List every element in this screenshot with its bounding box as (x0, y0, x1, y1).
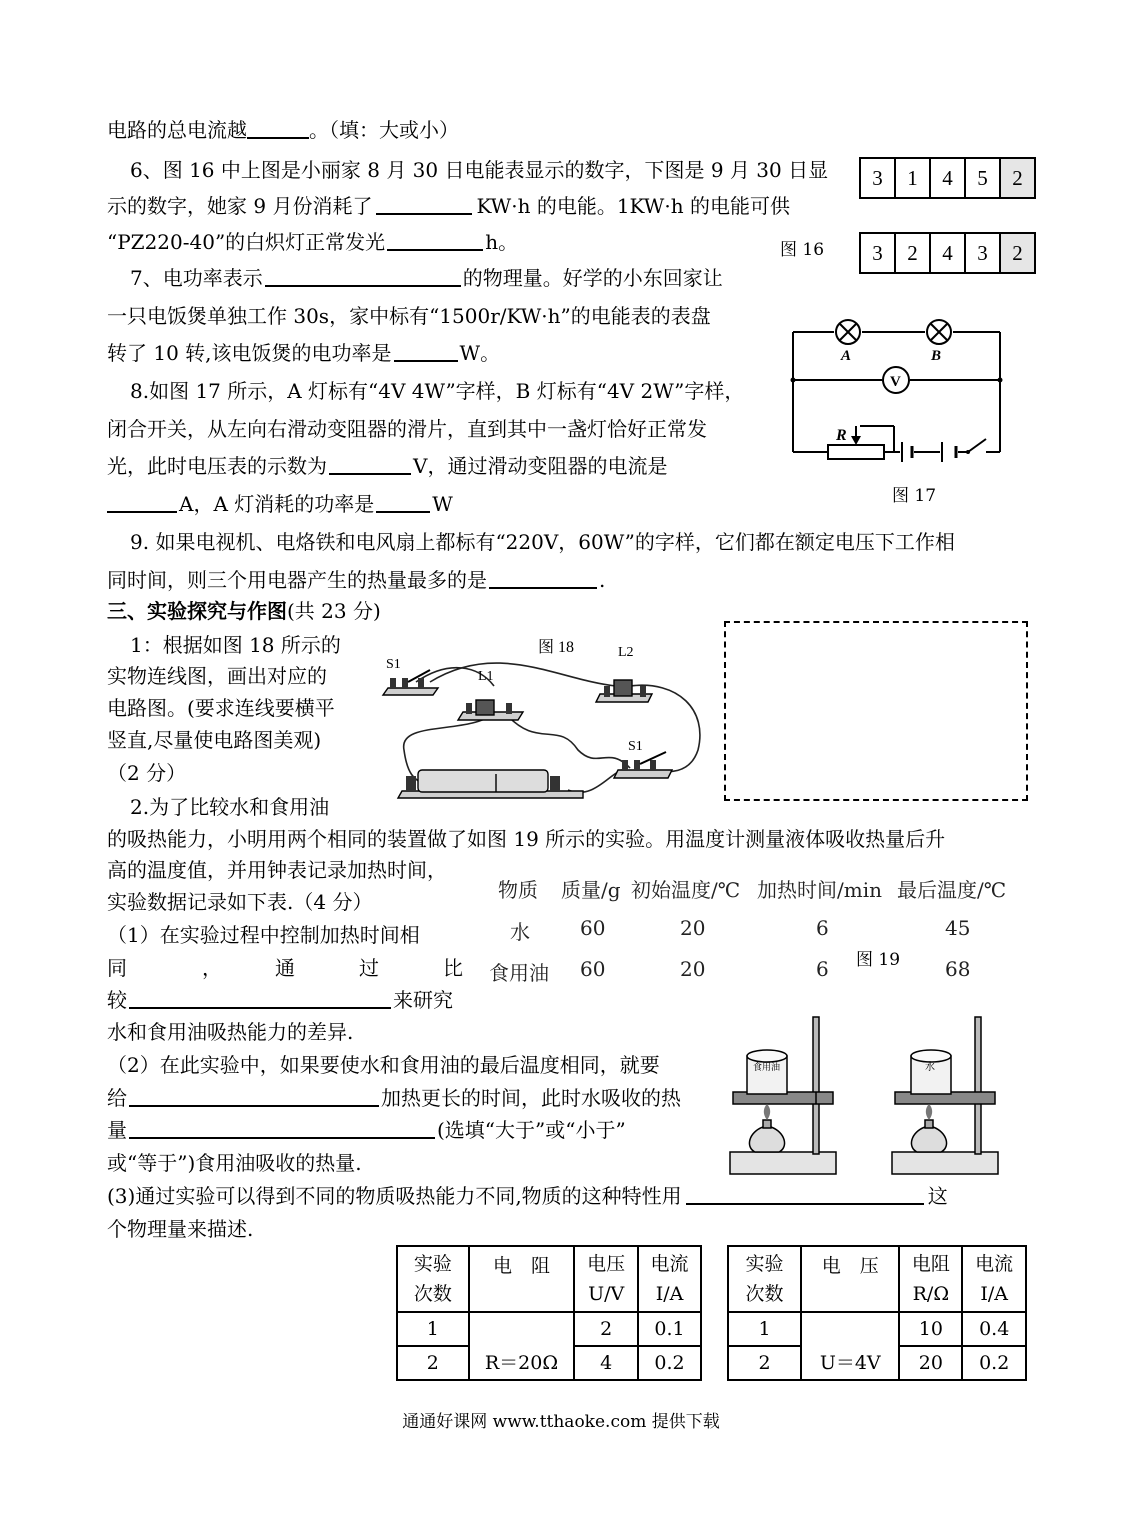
meter-reading-aug: 3 1 4 5 2 (861, 157, 1036, 199)
q7-line3: 转了 10 转,该电饭煲的电功率是 W。 (107, 341, 501, 365)
e2-line12: 或“等于”)食用油吸收的热量. (107, 1151, 362, 1175)
e2-line13: (3)通过实验可以得到不同的物质吸热能力不同,物质的这种特性用 这 (107, 1184, 948, 1208)
q8-line2: 闭合开关，从左向右滑动变阻器的滑片，直到其中一盏灯恰好正常发 (107, 417, 707, 441)
lamp-l1-label: L1 (478, 669, 494, 684)
e1-line5: （2 分） (107, 761, 187, 785)
heat-row2-time: 6 (816, 957, 829, 981)
e2-line11: 量 (选填“大于”或“小于” (107, 1118, 626, 1142)
q8-line3: 光，此时电压表的示数为 V，通过滑动变阻器的电流是 (107, 454, 668, 478)
blank[interactable] (107, 491, 177, 513)
blank[interactable] (394, 340, 458, 362)
switch-label-left: S1 (386, 657, 401, 672)
e2-line8: 水和食用油吸热能力的差异. (107, 1020, 354, 1044)
e1-line3: 电路图。(要求连线要横平 (107, 696, 335, 720)
e2-line1: 2.为了比较水和食用油 (130, 795, 330, 819)
rheostat-label: R (836, 427, 847, 444)
e1-line4: 竖直,尽量使电路图美观) (107, 728, 322, 752)
heat-row1-t1: 45 (945, 916, 971, 940)
blank[interactable] (129, 1085, 379, 1107)
fig17-caption: 图 17 (892, 486, 937, 506)
e2-line14: 个物理量来描述. (107, 1217, 254, 1241)
fig16-caption: 图 16 (780, 240, 825, 260)
fig18-caption: 图 18 (538, 639, 575, 656)
fig19-apparatus (725, 1012, 1025, 1178)
fig17-circuit (790, 315, 1005, 465)
blank[interactable] (247, 117, 309, 139)
e2-line2: 的吸热能力，小明用两个相同的装置做了如图 19 所示的实验。用温度计测量液体吸收热量后升 (107, 827, 946, 851)
exam-page: 电路的总电流越 。（填：大或小） 6、图 16 中上图是小丽家 8 月 30 日电能表显示的数字，下图是 9 月 30 日显 示的数字，她家 9 月份消耗了 KW·h 的电能。1KW·h 的电能可供 “PZ220-40”的白炽灯正常发光 h。 3 1 4 5 2 图 16 3 2 4 3 2 7、电功率表示 的物理量。好学的小东回家让 一只电饭煲单独工作 30s，家中标有“1500r/KW·h”的电能表的表盘 转了 10 转,该电饭煲的电功率是 W。 8.如图 17 所示，A 灯标有“4V 4W”字样，B 灯标有“4V 2W”字样， 闭合开关，从左向右滑动变阻器的滑片，直到其中一盏灯恰好正常发 光，此时电压表的示数为 V，通过滑动变阻器的电流是 A，A 灯消耗的功率是 W A B V R 图 17 9. 如果电视机、电烙铁和电风扇上都标有“220V，60W”的字样，它们都在额定电压下工作相 同时间，则三个用电器产生的热量最多的是 . 三、实验探究与作图(共 23 分) 1：根据如图 18 所示的 实物连线图，画出对应的 电路图。(要求连线要横平 竖直,尽量使电路图美观) （2 分） 图 18 S1 L1 L2 S1 2.为了比较水和食用油 的吸热能力，小明用两个相同的装置做了如图 19 所示的实验。用温度计测量液体吸收热量后升 高的温度值，并用钟表记录加热时间， 实验数据记录如下表.（4 分） （1）在实验过程中控制加热时间相 同 ， 通 过 比 较 来研究 水和食用油吸热能力的差异. （2）在此实验中，如果要使水和食用油的最后温度相同，就要 给 加热更长的时间，此时水吸收的热 量 (选填“大于”或“小于” 或“等于”)食用油吸收的热量. (3)通过实验可以得到不同的物质吸热能力不同,物质的这种特性用 这 个物理量来描述. 物质 质量/g 初始温度/℃ 加热时间/min 最后温度/℃ 水 60 20 6 45 食用油 60 20 6 68 图 19 食用油 水 实验 次数 电 阻 电压 U/V 电流 I/A 1 R＝20Ω 2 0.1 2 4 0.2 实验 次数 电 压 电阻 R/Ω 电流 I/A 1 U＝4V 10 0.4 2 20 0.2 通通好课网 www.tthaoke.com 提供下载 (0, 0, 1122, 1536)
heat-header-3: 加热时间/min (757, 878, 882, 902)
blank[interactable] (686, 1183, 924, 1205)
voltmeter-label: V (890, 374, 901, 390)
beaker-water-label: 水 (925, 1062, 935, 1073)
line-total-current: 电路的总电流越 。（填：大或小） (107, 118, 459, 142)
e2-line5: （1）在实验过程中控制加热时间相 (107, 923, 420, 947)
blank[interactable] (387, 229, 483, 251)
e2-line4: 实验数据记录如下表.（4 分） (107, 890, 373, 914)
blank[interactable] (376, 193, 472, 215)
beaker-oil-label: 食用油 (753, 1063, 781, 1073)
meter-reading-sep: 3 2 4 3 2 (861, 232, 1036, 274)
e1-line2: 实物连线图，画出对应的 (107, 664, 327, 688)
lamp-a-label: A (841, 348, 852, 364)
q8-line4: A，A 灯消耗的功率是 W (107, 491, 453, 517)
e2-line10: 给 加热更长的时间，此时水吸收的热 (107, 1086, 681, 1110)
q6-line2: 示的数字，她家 9 月份消耗了 KW·h 的电能。1KW·h 的电能可供 (107, 194, 790, 218)
section3-title: 三、实验探究与作图(共 23 分) (107, 599, 381, 623)
heat-row2-mass: 60 (580, 957, 606, 981)
heat-row1-mass: 60 (580, 916, 606, 940)
e2-line3: 高的温度值，并用钟表记录加热时间， (107, 858, 447, 882)
voltage-table: 实验 次数 电 压 电阻 R/Ω 电流 I/A 1 U＝4V 10 0.4 2 20 0.2 (727, 1245, 1027, 1381)
e2-line9: （2）在此实验中，如果要使水和食用油的最后温度相同，就要 (107, 1053, 660, 1077)
heat-header-4: 最后温度/℃ (897, 878, 1007, 902)
heat-row1-t0: 20 (680, 916, 706, 940)
answer-box[interactable] (724, 621, 1028, 801)
q9-line2: 同时间，则三个用电器产生的热量最多的是 . (107, 568, 606, 592)
fig18-wiring (378, 640, 708, 805)
blank[interactable] (376, 491, 430, 513)
e2-line7: 较 来研究 (107, 988, 453, 1012)
q7-line2: 一只电饭煲单独工作 30s，家中标有“1500r/KW·h”的电能表的表盘 (107, 304, 711, 328)
lamp-b-label: B (931, 348, 942, 364)
blank[interactable] (329, 453, 411, 475)
fig19-caption: 图 19 (856, 950, 901, 970)
heat-header-0: 物质 (498, 878, 538, 902)
q9-line1: 9. 如果电视机、电烙铁和电风扇上都标有“220V，60W”的字样，它们都在额定电压下工作相 (130, 530, 955, 554)
heat-row1-time: 6 (816, 916, 829, 940)
heat-row2-t0: 20 (680, 957, 706, 981)
e1-line1: 1：根据如图 18 所示的 (130, 633, 341, 657)
footer: 通通好课网 www.tthaoke.com 提供下载 (402, 1412, 720, 1432)
q6-line3: “PZ220-40”的白炽灯正常发光 h。 (107, 230, 519, 254)
q7-line1: 7、电功率表示 的物理量。好学的小东回家让 (130, 266, 723, 290)
blank[interactable] (129, 987, 391, 1009)
heat-row2-t1: 68 (945, 957, 971, 981)
heat-row2-substance: 食用油 (489, 961, 549, 985)
heat-header-1: 质量/g (561, 878, 621, 902)
switch-label-right: S1 (628, 739, 643, 754)
lamp-l2-label: L2 (618, 645, 634, 660)
heat-header-2: 初始温度/℃ (631, 878, 741, 902)
blank[interactable] (129, 1117, 435, 1139)
blank[interactable] (489, 567, 597, 589)
q8-line1: 8.如图 17 所示，A 灯标有“4V 4W”字样，B 灯标有“4V 2W”字样， (130, 379, 745, 403)
q6-line1: 6、图 16 中上图是小丽家 8 月 30 日电能表显示的数字，下图是 9 月 30 日显 (130, 158, 829, 182)
blank[interactable] (265, 265, 461, 287)
heat-row1-substance: 水 (510, 920, 530, 944)
resistance-table: 实验 次数 电 阻 电压 U/V 电流 I/A 1 R＝20Ω 2 0.1 2 4 0.2 (396, 1245, 702, 1381)
